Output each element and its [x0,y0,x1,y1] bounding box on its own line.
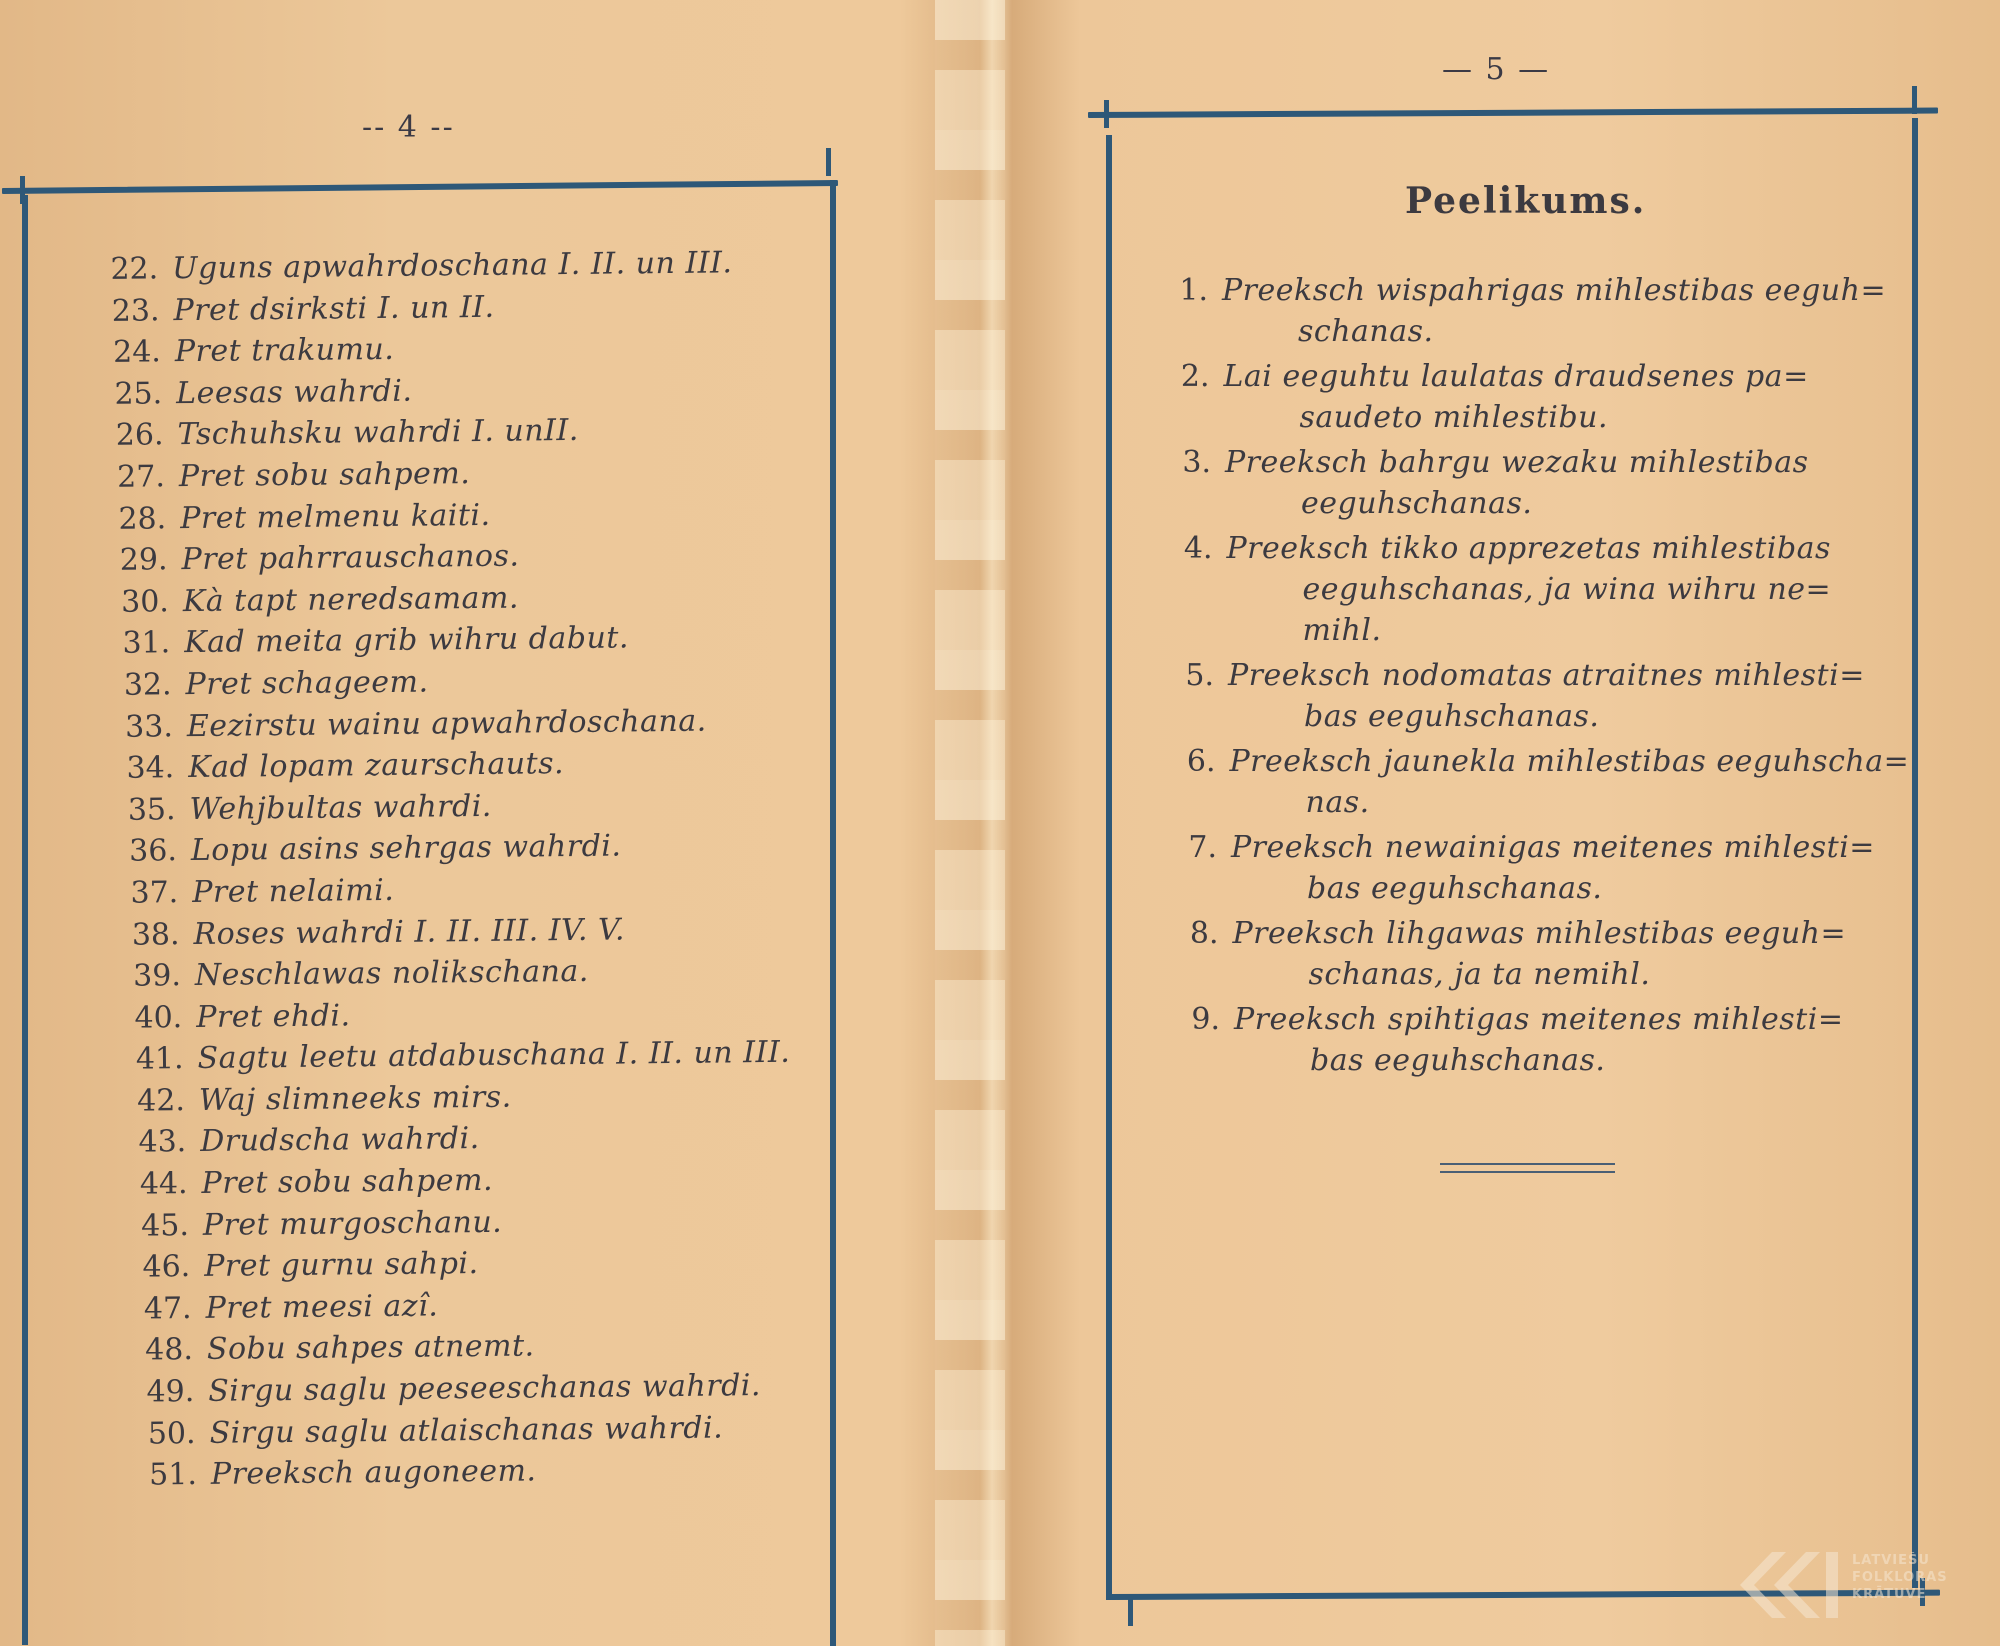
item-number: 43. [138,1124,187,1161]
item-number: 39. [133,958,182,994]
item-number: 32. [123,667,172,703]
item-title: Pret pahrrauschanos. [181,538,520,578]
item-title: Lai eeguhtu laulatas draudsenes pa= [1223,359,1809,394]
item-continuation: eeguhschanas. [1301,486,1533,521]
frame-tick [1912,86,1917,114]
item-title: Pret nelaimi. [192,872,395,910]
item-continuation: nas. [1305,785,1370,820]
list-item [1148,827,1909,909]
item-continuation: bas eeguhschanas. [1304,699,1600,734]
item-title: Pret dsirksti I. un II. [173,289,495,328]
item-continuation: saudeto mihlestibu. [1299,400,1609,435]
item-number: 3. [1182,445,1211,480]
item-title: Pret meesi azî. [205,1288,439,1326]
item-title: Preeksch wispahrigas mihlestibas eeguh= [1222,273,1887,308]
item-number: 44. [139,1166,188,1202]
item-number: 33. [124,708,174,745]
item-number: 30. [120,584,170,620]
item-continuation: schanas. [1298,314,1434,349]
item-number: 22. [110,251,159,287]
item-number: 29. [119,542,168,578]
item-title: Preeksch spihtigas meitenes mihlesti= [1234,1002,1844,1037]
item-title: Kà tapt neredsamam. [182,580,520,619]
item-title: Sirgu saglu atlaischanas wahrdi. [209,1410,724,1451]
item-number: 45. [141,1207,190,1244]
item-number: 51. [149,1457,198,1493]
item-title: Sirgu saglu peeseeschanas wahrdi. [208,1368,762,1409]
item-number: 7. [1188,830,1217,865]
list-item [13,1448,795,1498]
frame-tick [1104,100,1109,128]
archive-watermark [1732,1546,1982,1626]
item-number: 6. [1186,744,1216,779]
item-title: Pret gurnu sahpi. [204,1246,479,1285]
item-title: Preeksch jaunekla mihlestibas eeguhscha= [1229,744,1910,779]
frame-tick [826,148,831,176]
frame-right-rule [830,180,836,1646]
list-item [1148,741,1909,823]
frame-top-rule [1088,108,1938,118]
item-number: 9. [1191,1002,1220,1037]
item-title: Preeksch lihgawas mihlestibas eeguh= [1232,916,1847,951]
item-title: Pret trakumu. [174,332,395,370]
item-continuation: schanas, ja ta nemihl. [1308,957,1651,992]
item-number: 31. [122,625,171,662]
item-number: 4. [1183,531,1213,566]
item-continuation: bas eeguhschanas. [1310,1043,1606,1078]
item-title: Pret sobu sahpem. [178,456,471,495]
list-item [1148,528,1909,651]
list-item [1148,655,1909,737]
list-item [1148,999,1909,1081]
item-number: 41. [135,1041,184,1077]
item-title: Preeksch newainigas meitenes mihlesti= [1231,830,1875,865]
item-number: 25. [114,376,163,412]
item-number: 24. [112,334,162,371]
item-number: 46. [142,1249,191,1285]
appendix-title: Peelikums. [1405,180,1647,222]
item-title: Sobu sahpes atnemt. [206,1328,535,1368]
item-title: Neschlawas nolikschana. [194,953,589,994]
archive-logo-icon [1732,1546,1852,1624]
item-title: Preeksch augoneem. [210,1453,537,1493]
item-title: Preeksch bahrgu wezaku mihlestibas [1225,445,1809,480]
list-item [1148,270,1909,352]
item-continuation: bas eeguhschanas. [1307,871,1603,906]
item-title: Kad lopam zaurschauts. [188,746,565,786]
item-number: 34. [126,750,175,786]
left-page [0,0,960,1646]
item-title: Roses wahrdi I. II. III. IV. V. [193,911,626,952]
item-continuation: mihl. [1302,613,1382,648]
item-number: 47. [143,1290,192,1327]
item-number: 48. [145,1332,194,1368]
item-number: 42. [137,1082,186,1119]
item-number: 40. [134,999,183,1036]
item-title: Kad meita grib wihru dabut. [184,620,630,661]
list-item [1148,356,1909,438]
item-number: 35. [127,791,176,828]
item-number: 8. [1189,916,1219,951]
item-number: 49. [146,1374,195,1410]
contents-list [0,242,795,1498]
closing-rule [1440,1163,1615,1173]
item-title: Pret sobu sahpem. [201,1162,494,1202]
list-item [1148,913,1909,995]
frame-tick [1128,1598,1133,1626]
item-title: Leesas wahrdi. [176,373,413,411]
item-number: 38. [131,916,180,953]
archive-name: LATVIEŠU FOLKLORAS KRĀTUVE [1852,1553,1948,1602]
frame-top-rule [2,180,838,194]
item-continuation: eeguhschanas, ja wina wihru ne= [1302,572,1832,607]
item-number: 28. [118,500,167,537]
item-title: Pret murgoschanu. [202,1204,503,1243]
item-title: Sagtu leetu atdabuschana I. II. un III. [197,1035,791,1077]
list-item [1148,442,1909,524]
item-number: 37. [130,875,179,911]
item-title: Preeksch tikko apprezetas mihlestibas [1226,531,1831,566]
item-number: 27. [116,459,166,495]
item-number: 1. [1179,273,1208,308]
item-title: Tschuhsku wahrdi I. unII. [177,413,579,453]
item-title: Pret schageem. [185,664,429,703]
page-number: -- 4 -- [362,110,455,145]
item-title: Pret melmenu kaiti. [180,497,491,536]
item-title: Uguns apwahrdoschana I. II. un III. [172,245,733,287]
item-number: 23. [111,292,160,329]
appendix-list [1148,270,1909,1085]
item-number: 50. [147,1415,196,1452]
item-title: Pret ehdi. [196,998,351,1035]
item-title: Wehjbultas wahrdi. [189,788,493,827]
item-number: 5. [1185,658,1214,693]
page-number: — 5 — [1442,52,1551,87]
item-number: 2. [1180,359,1210,394]
item-number: 26. [115,417,164,454]
frame-left-rule [1106,135,1112,1600]
item-number: 36. [128,833,178,869]
frame-right-rule [1912,118,1918,1588]
item-title: Eezirstu wainu apwahrdoschana. [186,703,707,744]
item-title: Drudscha wahrdi. [200,1121,480,1160]
item-title: Lopu asins sehrgas wahrdi. [190,828,622,869]
right-page [1000,0,2000,1646]
item-title: Waj slimneeks mirs. [198,1079,512,1118]
item-title: Preeksch nodomatas atraitnes mihlesti= [1228,658,1865,693]
